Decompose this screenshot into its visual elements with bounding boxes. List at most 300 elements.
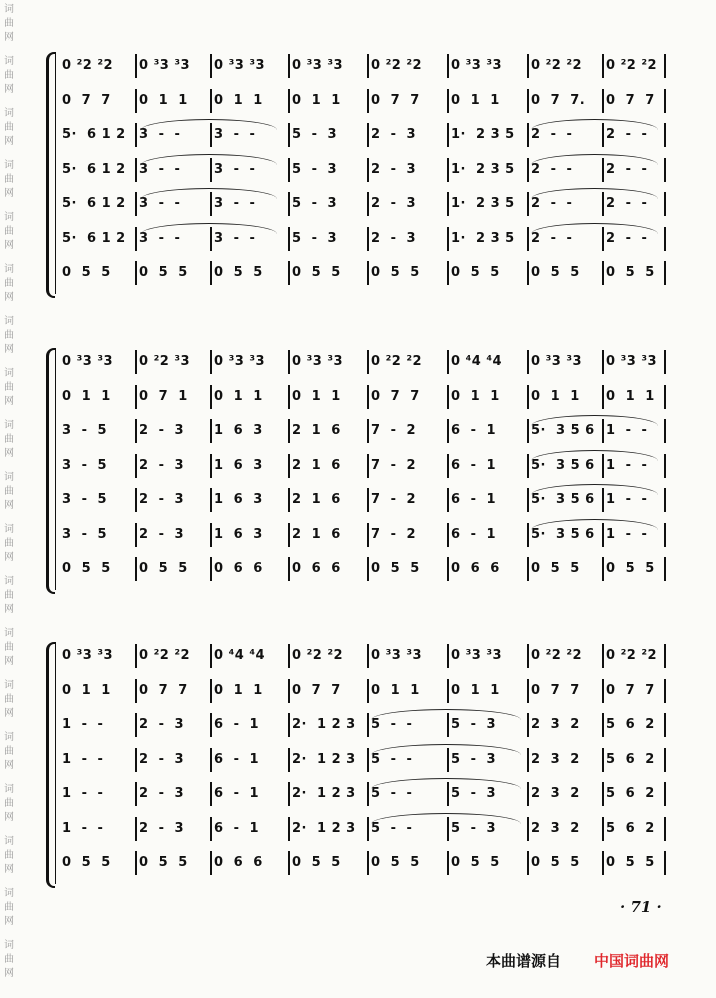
system-inner-line <box>55 348 56 590</box>
bar-line <box>527 782 529 806</box>
watermark-char: 网 <box>4 968 14 979</box>
measure-cell: 3 - 5 <box>62 492 108 507</box>
system-bracket <box>46 642 55 888</box>
slur-mark <box>371 709 521 720</box>
bar-line <box>367 523 369 547</box>
measure-cell: 1· 2 3 5 <box>451 127 515 142</box>
measure-cell: 0 5 5 <box>451 265 500 280</box>
bar-line <box>527 227 529 251</box>
measure-cell: 0 5 5 <box>531 561 580 576</box>
bar-line <box>664 89 666 113</box>
measure-cell: 2 - - <box>531 230 573 246</box>
bar-line <box>664 851 666 875</box>
bar-line <box>288 89 290 113</box>
measure-cell: 0 5 5 <box>371 265 420 280</box>
measure-cell: 0 5 5 <box>531 855 580 870</box>
measure-cell: 6 - 1 <box>214 786 260 801</box>
bar-line <box>210 817 212 841</box>
bar-line <box>527 713 529 737</box>
bar-line <box>288 488 290 512</box>
watermark-char: 曲 <box>4 694 14 705</box>
bar-line <box>664 782 666 806</box>
measure-cell: 0 5 5 <box>139 855 188 870</box>
bar-line <box>367 385 369 409</box>
measure-cell: 7 - 2 <box>371 457 417 473</box>
watermark-char: 词 <box>4 680 14 691</box>
measure-cell: 0 1 1 <box>451 682 500 698</box>
measure-cell: 0 5 5 <box>292 265 341 280</box>
bar-line <box>210 748 212 772</box>
bar-line <box>527 261 529 285</box>
slur-mark <box>531 484 658 495</box>
bar-line <box>602 488 604 512</box>
bar-line <box>288 192 290 216</box>
bar-line <box>447 817 449 841</box>
measure-cell: 2 - - <box>606 127 648 142</box>
watermark-char: 曲 <box>4 538 14 549</box>
bar-line <box>367 748 369 772</box>
bar-line <box>447 89 449 113</box>
measure-cell: 5 - 3 <box>451 717 497 732</box>
watermark-char: 网 <box>4 396 14 407</box>
measure-cell: 0 1 1 <box>371 682 420 698</box>
watermark-char: 网 <box>4 32 14 43</box>
system-inner-line <box>55 52 56 294</box>
measure-cell: 0 6 6 <box>451 561 500 576</box>
measure-cell: 2 - - <box>606 161 648 177</box>
bar-line <box>135 385 137 409</box>
measure-cell: 0 5 5 <box>139 561 188 576</box>
bar-line <box>210 54 212 78</box>
footer-site-link[interactable]: 中国词曲网 <box>594 952 670 970</box>
measure-cell: 2 - 3 <box>139 423 185 438</box>
bar-line <box>447 713 449 737</box>
bar-line <box>664 54 666 78</box>
measure-cell: 2 1 6 <box>292 457 341 473</box>
bar-line <box>210 679 212 703</box>
bar-line <box>367 488 369 512</box>
bar-line <box>367 713 369 737</box>
watermark-char: 词 <box>4 420 14 431</box>
bar-line <box>447 748 449 772</box>
slur-mark <box>531 188 658 199</box>
slur-mark <box>531 119 658 130</box>
measure-cell: 5 - 3 <box>451 786 497 801</box>
watermark-char: 曲 <box>4 174 14 185</box>
measure-cell: 3 - - <box>214 196 256 211</box>
watermark-char: 词 <box>4 108 14 119</box>
bar-line <box>135 488 137 512</box>
bar-line <box>135 261 137 285</box>
measure-cell: 2· 1 2 3 <box>292 820 356 836</box>
bar-line <box>288 350 290 374</box>
bar-line <box>527 89 529 113</box>
bar-line <box>367 227 369 251</box>
bar-line <box>135 851 137 875</box>
measure-cell: 0 7 7 <box>139 682 188 698</box>
watermark-char: 网 <box>4 344 14 355</box>
bar-line <box>288 523 290 547</box>
watermark-char: 网 <box>4 448 14 459</box>
bar-line <box>367 158 369 182</box>
bar-line <box>210 261 212 285</box>
measure-cell: 5 - - <box>371 820 413 836</box>
bar-line <box>367 350 369 374</box>
measure-cell: 0 1 1 <box>139 92 188 108</box>
watermark-char: 词 <box>4 316 14 327</box>
watermark-char: 网 <box>4 136 14 147</box>
bar-line <box>447 158 449 182</box>
measure-cell: 2 1 6 <box>292 526 341 542</box>
slur-mark <box>371 744 521 755</box>
bar-line <box>135 54 137 78</box>
bar-line <box>288 782 290 806</box>
bar-line <box>135 817 137 841</box>
measure-cell: 3 - 5 <box>62 457 108 473</box>
measure-cell: 2 - 3 <box>371 127 417 142</box>
measure-cell: 0 5 5 <box>292 855 341 870</box>
measure-cell: 0 5 5 <box>371 855 420 870</box>
measure-cell: 5 - - <box>371 751 413 767</box>
bar-line <box>135 644 137 668</box>
measure-cell: 1 - - <box>606 423 648 438</box>
measure-cell: 2 1 6 <box>292 423 341 438</box>
measure-cell: 2· 1 2 3 <box>292 751 356 767</box>
measure-cell: 1 - - <box>62 820 104 836</box>
bar-line <box>135 523 137 547</box>
measure-cell: 0 1 1 <box>214 682 263 698</box>
bar-line <box>288 679 290 703</box>
measure-cell: 2 3 2 <box>531 717 580 732</box>
watermark-char: 网 <box>4 188 14 199</box>
bar-line <box>367 454 369 478</box>
measure-cell: 0 1 1 <box>292 92 341 108</box>
watermark-char: 网 <box>4 812 14 823</box>
bar-line <box>288 713 290 737</box>
slur-mark <box>141 188 277 199</box>
measure-cell: 5· 3 5 6 <box>531 526 595 542</box>
bar-line <box>210 385 212 409</box>
bar-line <box>210 419 212 443</box>
bar-line <box>447 261 449 285</box>
measure-cell: 1 - - <box>606 492 648 507</box>
measure-cell: 5 6 2 <box>606 751 655 767</box>
bar-line <box>664 679 666 703</box>
measure-cell: 0 7 7 <box>371 388 420 404</box>
bar-line <box>602 851 604 875</box>
measure-cell: 1 6 3 <box>214 457 263 473</box>
footer-source-text: 本曲谱源自 <box>486 952 562 970</box>
bar-line <box>602 192 604 216</box>
measure-cell: 1 6 3 <box>214 423 263 438</box>
slur-mark <box>141 223 277 234</box>
watermark-char: 词 <box>4 732 14 743</box>
watermark-char: 词 <box>4 784 14 795</box>
bar-line <box>664 350 666 374</box>
bar-line <box>527 523 529 547</box>
measure-cell: 0 ²2 ²2 <box>371 58 423 73</box>
system-inner-line <box>55 642 56 884</box>
measure-cell: 1 - - <box>606 457 648 473</box>
watermark-char: 词 <box>4 628 14 639</box>
measure-cell: 5· 6 1 2 <box>62 230 126 246</box>
measure-cell: 2 - - <box>531 127 573 142</box>
measure-cell: 0 7 7 <box>606 682 655 698</box>
measure-cell: 2 - 3 <box>371 230 417 246</box>
measure-cell: 0 7 7 <box>292 682 341 698</box>
measure-cell: 0 6 6 <box>292 561 341 576</box>
measure-cell: 3 - 5 <box>62 423 108 438</box>
measure-cell: 0 5 5 <box>606 265 655 280</box>
bar-line <box>135 713 137 737</box>
measure-cell: 2 - 3 <box>139 526 185 542</box>
bar-line <box>602 89 604 113</box>
measure-cell: 0 ²2 ²2 <box>139 648 191 663</box>
bar-line <box>664 748 666 772</box>
measure-cell: 0 ³3 ³3 <box>139 58 191 73</box>
bar-line <box>288 123 290 147</box>
measure-cell: 0 ³3 ³3 <box>371 648 423 663</box>
measure-cell: 0 1 1 <box>606 388 655 404</box>
measure-cell: 2 3 2 <box>531 786 580 801</box>
measure-cell: 1 - - <box>62 751 104 767</box>
bar-line <box>664 454 666 478</box>
bar-line <box>664 158 666 182</box>
bar-line <box>367 782 369 806</box>
bar-line <box>288 817 290 841</box>
bar-line <box>447 123 449 147</box>
watermark-char: 曲 <box>4 122 14 133</box>
bar-line <box>527 158 529 182</box>
measure-cell: 0 ²2 ²2 <box>62 58 114 73</box>
measure-cell: 0 7 7 <box>531 682 580 698</box>
bar-line <box>135 227 137 251</box>
bar-line <box>602 557 604 581</box>
measure-cell: 5· 6 1 2 <box>62 196 126 211</box>
measure-cell: 3 - - <box>214 161 256 177</box>
bar-line <box>527 488 529 512</box>
bar-line <box>288 748 290 772</box>
watermark-char: 曲 <box>4 850 14 861</box>
measure-cell: 2 3 2 <box>531 751 580 767</box>
slur-mark <box>531 223 658 234</box>
bar-line <box>602 419 604 443</box>
measure-cell: 0 7 7 <box>62 92 111 108</box>
bar-line <box>447 227 449 251</box>
watermark-char: 曲 <box>4 954 14 965</box>
bar-line <box>447 851 449 875</box>
watermark-char: 曲 <box>4 382 14 393</box>
measure-cell: 7 - 2 <box>371 423 417 438</box>
measure-cell: 0 5 5 <box>451 855 500 870</box>
bar-line <box>527 123 529 147</box>
watermark-char: 网 <box>4 292 14 303</box>
measure-cell: 6 - 1 <box>214 751 260 767</box>
measure-cell: 0 ³3 ³3 <box>214 354 266 369</box>
bar-line <box>602 748 604 772</box>
watermark-char: 词 <box>4 264 14 275</box>
measure-cell: 0 ³3 ³3 <box>292 354 344 369</box>
measure-cell: 5 - 3 <box>292 230 338 246</box>
measure-cell: 1· 2 3 5 <box>451 230 515 246</box>
watermark-char: 词 <box>4 576 14 587</box>
bar-line <box>447 782 449 806</box>
bar-line <box>367 557 369 581</box>
bar-line <box>664 713 666 737</box>
bar-line <box>527 817 529 841</box>
bar-line <box>135 419 137 443</box>
measure-cell: 2 - 3 <box>139 492 185 507</box>
bar-line <box>367 261 369 285</box>
measure-cell: 3 - - <box>214 230 256 246</box>
bar-line <box>367 89 369 113</box>
measure-cell: 3 - 5 <box>62 526 108 542</box>
bar-line <box>602 817 604 841</box>
slur-mark <box>531 519 658 530</box>
measure-cell: 0 ³3 ³3 <box>451 58 503 73</box>
measure-cell: 0 6 6 <box>214 855 263 870</box>
page-number: · 71 · <box>620 898 662 916</box>
system-bracket <box>46 52 55 298</box>
bar-line <box>135 192 137 216</box>
measure-cell: 0 5 5 <box>531 265 580 280</box>
measure-cell: 2 3 2 <box>531 820 580 836</box>
bar-line <box>288 557 290 581</box>
measure-cell: 0 5 5 <box>139 265 188 280</box>
measure-cell: 3 - - <box>139 196 181 211</box>
measure-cell: 2 - - <box>531 161 573 177</box>
measure-cell: 3 - - <box>214 127 256 142</box>
measure-cell: 0 1 1 <box>214 92 263 108</box>
measure-cell: 0 ²2 ²2 <box>531 648 583 663</box>
bar-line <box>367 54 369 78</box>
measure-cell: 5· 6 1 2 <box>62 161 126 177</box>
watermark-char: 曲 <box>4 590 14 601</box>
watermark-char: 词 <box>4 56 14 67</box>
bar-line <box>664 644 666 668</box>
measure-cell: 6 - 1 <box>451 457 497 473</box>
bar-line <box>210 523 212 547</box>
bar-line <box>135 350 137 374</box>
bar-line <box>210 454 212 478</box>
bar-line <box>210 851 212 875</box>
bar-line <box>210 644 212 668</box>
measure-cell: 2 - 3 <box>139 820 185 836</box>
measure-cell: 1· 2 3 5 <box>451 196 515 211</box>
bar-line <box>602 454 604 478</box>
slur-mark <box>531 154 658 165</box>
measure-cell: 7 - 2 <box>371 526 417 542</box>
bar-line <box>527 192 529 216</box>
bar-line <box>447 385 449 409</box>
watermark-char: 网 <box>4 760 14 771</box>
measure-cell: 3 - - <box>139 161 181 177</box>
measure-cell: 0 ²2 ²2 <box>292 648 344 663</box>
bar-line <box>135 557 137 581</box>
bar-line <box>210 227 212 251</box>
bar-line <box>527 385 529 409</box>
measure-cell: 2 - - <box>606 230 648 246</box>
measure-cell: 5 - 3 <box>451 820 497 836</box>
watermark-char: 曲 <box>4 278 14 289</box>
measure-cell: 2 - 3 <box>371 196 417 211</box>
measure-cell: 0 7 7. <box>531 92 586 108</box>
watermark-char: 曲 <box>4 434 14 445</box>
measure-cell: 5 6 2 <box>606 820 655 836</box>
measure-cell: 2 - 3 <box>139 751 185 767</box>
bar-line <box>527 350 529 374</box>
measure-cell: 0 5 5 <box>606 561 655 576</box>
bar-line <box>210 557 212 581</box>
bar-line <box>602 679 604 703</box>
watermark-char: 曲 <box>4 746 14 757</box>
measure-cell: 0 ³3 ³3 <box>531 354 583 369</box>
measure-cell: 0 ²2 ³3 <box>139 354 191 369</box>
bar-line <box>664 227 666 251</box>
bar-line <box>664 385 666 409</box>
bar-line <box>447 557 449 581</box>
measure-cell: 5· 3 5 6 <box>531 457 595 473</box>
bar-line <box>447 54 449 78</box>
measure-cell: 0 7 1 <box>139 388 188 404</box>
measure-cell: 0 1 1 <box>214 388 263 404</box>
measure-cell: 6 - 1 <box>451 492 497 507</box>
bar-line <box>288 227 290 251</box>
measure-cell: 5 - 3 <box>451 751 497 767</box>
bar-line <box>447 419 449 443</box>
bar-line <box>210 123 212 147</box>
measure-cell: 6 - 1 <box>451 526 497 542</box>
measure-cell: 0 1 1 <box>531 388 580 404</box>
measure-cell: 0 7 7 <box>606 92 655 108</box>
measure-cell: 1· 2 3 5 <box>451 161 515 177</box>
watermark-char: 曲 <box>4 902 14 913</box>
measure-cell: 6 - 1 <box>451 423 497 438</box>
bar-line <box>135 158 137 182</box>
bar-line <box>527 644 529 668</box>
bar-line <box>210 782 212 806</box>
measure-cell: 0 6 6 <box>214 561 263 576</box>
measure-cell: 2 - 3 <box>139 717 185 732</box>
bar-line <box>288 54 290 78</box>
measure-cell: 1 - - <box>62 786 104 801</box>
watermark-char: 词 <box>4 888 14 899</box>
bar-line <box>664 557 666 581</box>
bar-line <box>210 158 212 182</box>
measure-cell: 5 6 2 <box>606 786 655 801</box>
measure-cell: 2· 1 2 3 <box>292 717 356 732</box>
bar-line <box>288 851 290 875</box>
bar-line <box>210 89 212 113</box>
measure-cell: 5 - 3 <box>292 127 338 142</box>
measure-cell: 3 - - <box>139 127 181 142</box>
bar-line <box>135 123 137 147</box>
watermark-char: 网 <box>4 604 14 615</box>
bar-line <box>527 54 529 78</box>
watermark-char: 词 <box>4 524 14 535</box>
measure-cell: 0 5 5 <box>371 561 420 576</box>
bar-line <box>447 523 449 547</box>
bar-line <box>210 192 212 216</box>
watermark-char: 曲 <box>4 226 14 237</box>
bar-line <box>288 261 290 285</box>
bar-line <box>664 817 666 841</box>
watermark-char: 网 <box>4 708 14 719</box>
watermark-char: 网 <box>4 916 14 927</box>
watermark-char: 词 <box>4 212 14 223</box>
bar-line <box>135 454 137 478</box>
bar-line <box>527 454 529 478</box>
